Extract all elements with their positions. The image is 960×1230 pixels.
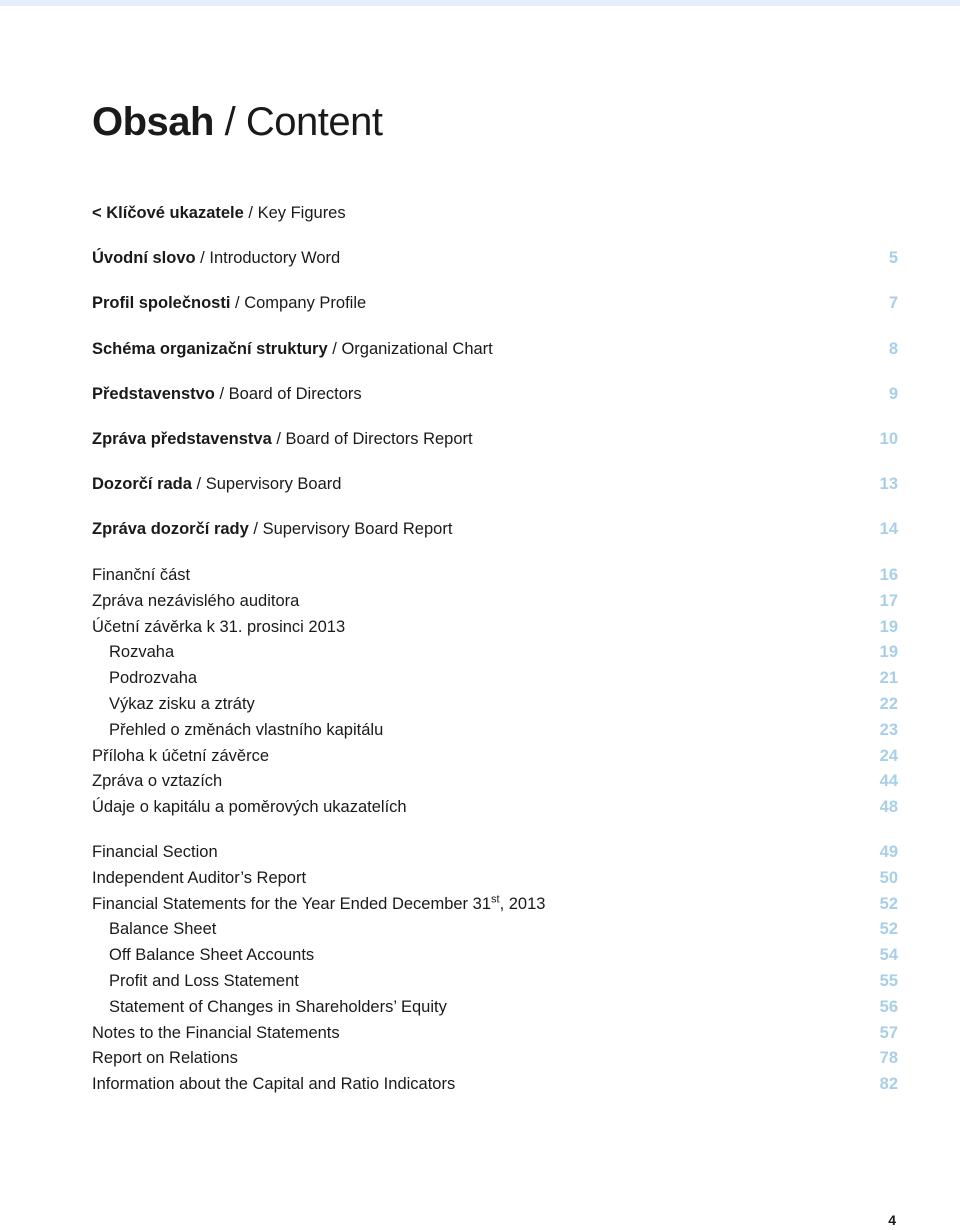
toc-entry[interactable] [92, 743, 898, 769]
toc-entry-separator: / [191, 475, 206, 494]
toc-entry[interactable] [92, 588, 898, 614]
toc-entry[interactable] [92, 562, 898, 588]
toc-page-number: 55 [879, 972, 898, 990]
toc-page-number: 19 [879, 617, 898, 636]
toc-entry-czech: Klíčové ukazatele [106, 204, 244, 222]
toc-entry-text: Report on Relations [92, 1049, 238, 1068]
toc-entry[interactable] [92, 471, 898, 497]
toc-page-number: 16 [879, 566, 898, 584]
toc-entry-label [92, 290, 366, 316]
toc-page-number: 19 [879, 643, 898, 662]
toc-entry-text: Information about the Capital and Ratio Indicators [92, 1075, 456, 1094]
toc-entry-label [109, 942, 314, 968]
toc-entry-text: Independent Auditor’s Report [92, 868, 307, 887]
toc-page-number: 44 [879, 772, 898, 791]
toc-entry[interactable] [92, 639, 898, 665]
toc-entry-label: Podrozvaha [109, 669, 198, 688]
toc-page-number: 52 [879, 920, 898, 939]
toc-entry-label [92, 426, 473, 452]
toc-page-number: 78 [879, 1049, 898, 1068]
footer-page-number: 4 [888, 1212, 896, 1228]
toc-entry[interactable] [92, 1071, 898, 1097]
toc-entry-separator: / [327, 339, 342, 358]
toc-entry-english: Company Profile [244, 294, 367, 313]
toc-entry-english: Board of Directors [228, 384, 362, 403]
toc-entry-label [92, 865, 306, 891]
title-czech: Obsah [92, 100, 214, 144]
toc-entry-label [109, 916, 216, 942]
toc-entry-label: Příloha k účetní závěrce [92, 746, 270, 765]
toc-page-number: 54 [879, 946, 898, 965]
toc-entry[interactable] [92, 426, 898, 452]
toc-entry-text: Balance Sheet [109, 920, 217, 939]
toc-entry-label [109, 994, 447, 1020]
toc-entry[interactable] [92, 768, 898, 794]
toc-entry[interactable] [92, 916, 898, 942]
toc-entry-english: Supervisory Board Report [262, 520, 453, 539]
toc-page-number: 49 [879, 843, 898, 861]
toc-page-number: 8 [888, 339, 898, 358]
title-separator: / [213, 100, 246, 144]
toc-entry-label [92, 891, 545, 917]
toc-entry-label [92, 1045, 238, 1071]
toc-entry[interactable] [92, 968, 898, 994]
toc-entry-english: Key Figures [257, 204, 346, 222]
toc-entry-text: Financial Statements for the Year Ended December 31 [92, 894, 491, 913]
ordinal-suffix: st [491, 893, 500, 906]
toc-page-number: 23 [879, 720, 898, 739]
toc-entry-czech: Profil společnosti [92, 294, 231, 313]
toc-entry[interactable] [92, 794, 898, 820]
toc-page-number: 48 [879, 798, 898, 817]
toc-entry-text: Financial Section [92, 843, 218, 861]
title-english: Content [245, 100, 383, 144]
toc-entry-label [92, 381, 362, 407]
toc-page-number: 82 [879, 1075, 898, 1094]
toc-entry[interactable] [92, 994, 898, 1020]
toc-entry-czech: Představenstvo [92, 384, 215, 403]
toc-entry[interactable] [92, 336, 898, 362]
toc-entry-czech: Zpráva představenstva [92, 430, 272, 448]
toc-entry[interactable] [92, 1045, 898, 1071]
toc-entry-label [92, 200, 346, 226]
toc-page-number: 22 [879, 695, 898, 713]
toc-entry-label [92, 471, 341, 497]
back-arrow: < [92, 204, 107, 222]
toc-entry[interactable] [92, 665, 898, 691]
toc-entry-czech: Dozorčí rada [92, 475, 192, 494]
toc-page-number: 14 [879, 520, 898, 539]
toc-entry[interactable] [92, 717, 898, 743]
toc-entry-separator: / [271, 430, 286, 448]
toc-page-number: 17 [879, 591, 898, 610]
toc-entry-label: Finanční část [92, 566, 191, 584]
toc-entry-label: Údaje o kapitálu a poměrových ukazatelích [92, 798, 407, 817]
toc-entry-english: Board of Directors Report [285, 430, 473, 448]
toc-entry[interactable] [92, 200, 898, 226]
top-accent-bar [0, 0, 960, 6]
page-title [92, 100, 382, 145]
toc-page-number: 7 [888, 294, 898, 313]
toc-entry[interactable] [92, 245, 898, 271]
toc-entry-english: Supervisory Board [205, 475, 342, 494]
toc-page-number: 56 [879, 997, 898, 1016]
toc-entry-label [92, 336, 493, 362]
toc-page-number: 13 [879, 475, 898, 494]
toc-entry-english: Introductory Word [209, 249, 341, 268]
toc-entry-czech: Zpráva dozorčí rady [92, 520, 249, 539]
toc-page-number: 50 [879, 868, 898, 887]
toc-entry-label [92, 839, 218, 865]
toc-entry-label: Výkaz zisku a ztráty [109, 695, 255, 713]
toc-entry[interactable] [92, 1020, 898, 1046]
toc-entry-text-suffix: , 2013 [499, 894, 546, 913]
toc-entry-czech: Úvodní slovo [92, 249, 196, 268]
toc-page-number: 57 [879, 1023, 898, 1042]
toc-entry-text: Profit and Loss Statement [109, 972, 299, 990]
toc-page-number: 5 [888, 249, 898, 268]
toc-entry-label [109, 968, 299, 994]
toc-page-number: 10 [879, 430, 898, 448]
toc-entry-separator: / [230, 294, 245, 313]
toc-entry-label [92, 1020, 340, 1046]
toc-entry-label: Přehled o změnách vlastního kapitálu [109, 720, 384, 739]
toc-entry-label [92, 245, 340, 271]
toc-entry[interactable] [92, 516, 898, 542]
toc-entry[interactable] [92, 839, 898, 865]
toc-page-number: 9 [888, 384, 898, 403]
toc-entry[interactable] [92, 942, 898, 968]
toc-entry[interactable] [92, 381, 898, 407]
toc-entry-text: Notes to the Financial Statements [92, 1023, 340, 1042]
toc-entry[interactable] [92, 865, 898, 891]
toc-entry-czech: Schéma organizační struktury [92, 339, 328, 358]
toc-entry[interactable] [92, 614, 898, 640]
toc-entry-label: Účetní závěrka k 31. prosinci 2013 [92, 617, 346, 636]
toc-entry-separator: / [243, 204, 258, 222]
toc-entry-label [92, 1071, 455, 1097]
toc-entry-separator: / [195, 249, 210, 268]
toc-page-number: 52 [879, 894, 898, 913]
toc-entry-separator: / [248, 520, 263, 539]
toc-entry-label: Zpráva nezávislého auditora [92, 591, 300, 610]
toc-entry[interactable] [92, 691, 898, 717]
toc-entry-label: Rozvaha [109, 643, 175, 662]
toc-entry-separator: / [214, 384, 229, 403]
toc-entry[interactable] [92, 290, 898, 316]
toc-entry-text: Statement of Changes in Shareholders’ Equity [109, 997, 447, 1016]
toc-page-number: 21 [879, 669, 898, 688]
toc-page-number: 24 [879, 746, 898, 765]
toc-entry-text: Off Balance Sheet Accounts [109, 946, 315, 965]
toc-entry[interactable] [92, 891, 898, 917]
toc-entry-label [92, 516, 452, 542]
toc-entry-label: Zpráva o vztazích [92, 772, 223, 791]
toc-entry-english: Organizational Chart [341, 339, 493, 358]
